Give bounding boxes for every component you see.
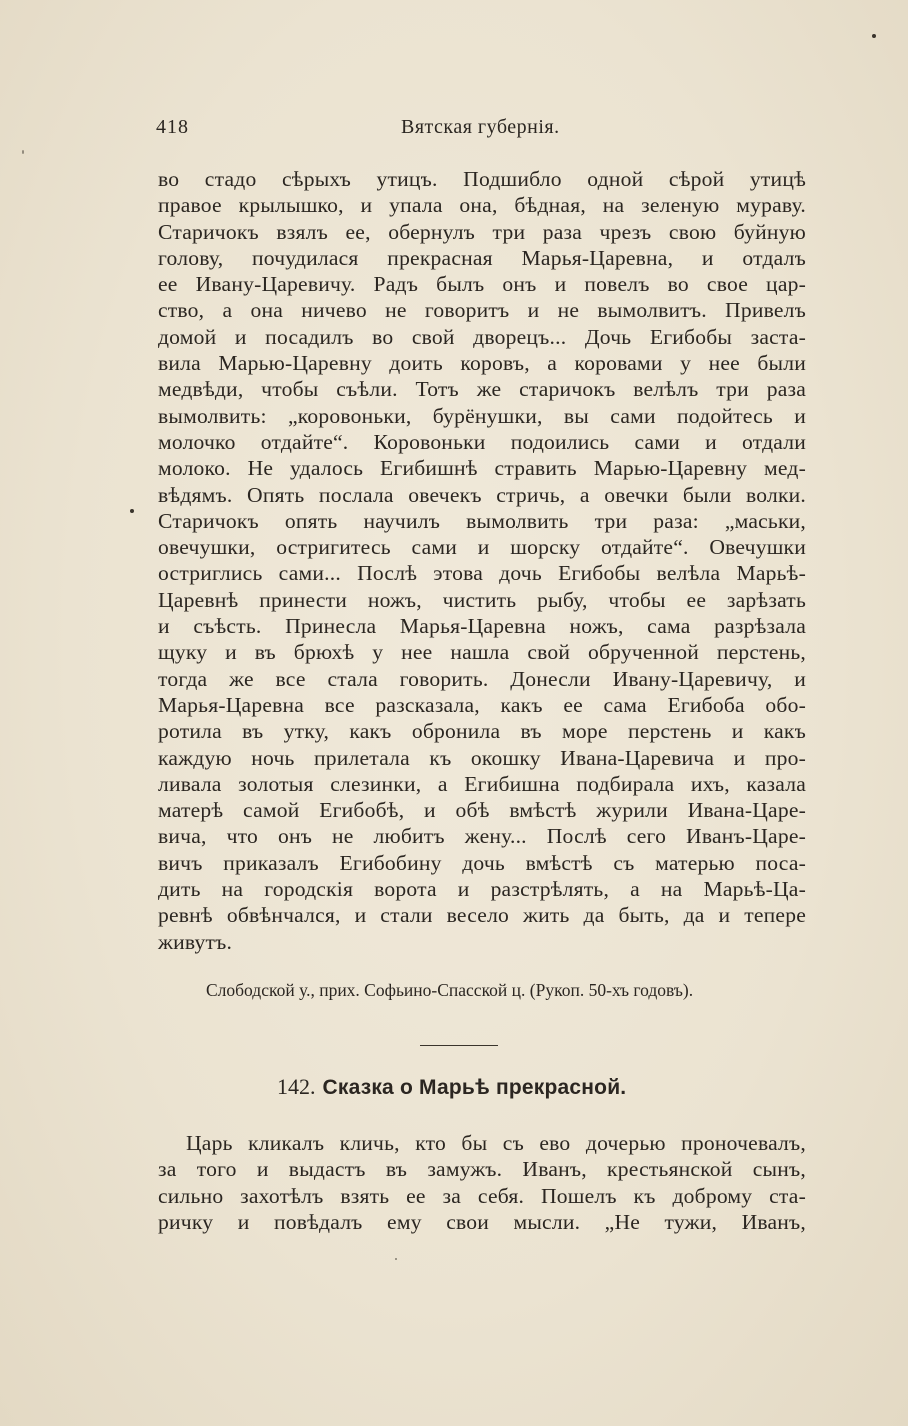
text-line: вымолвить: „коровоньки, бурёнушки, вы сами подойтесь и xyxy=(158,403,806,428)
running-head: Вятская губернія. xyxy=(401,116,560,138)
text-line: домой и посадилъ во свой дворецъ... Дочь Егибобы заста- xyxy=(158,324,806,349)
text-line: матерѣ самой Егибобѣ, и обѣ вмѣстѣ журили Ивана-Царе- xyxy=(158,798,806,823)
text-line: каждую ночь прилетала къ окошку Ивана-Царевича и про- xyxy=(158,745,806,770)
page-header xyxy=(156,116,806,140)
text-line: медвѣди, чтобы съѣли. Тотъ же старичокъ велѣлъ три раза xyxy=(158,377,806,402)
text-line: Царь кликалъ кличь, кто бы съ ево дочерью проночевалъ, xyxy=(186,1131,806,1155)
text-line: за того и выдастъ въ замужъ. Иванъ, крестьянской сынъ, xyxy=(158,1157,806,1182)
text-line: сильно захотѣлъ взять ее за себя. Пошелъ къ доброму ста- xyxy=(158,1183,806,1208)
ink-speck xyxy=(872,34,876,38)
text-line: и съѣсть. Принесла Марья-Царевна ножъ, сама разрѣзала xyxy=(158,614,806,639)
section-heading xyxy=(277,1074,626,1100)
text-line: щуку и въ брюхѣ у нее нашла свой обрученной перстень, xyxy=(158,640,806,665)
section-title: Сказка о Марьѣ прекрасной. xyxy=(322,1076,627,1099)
text-line: остриглись сами... Послѣ этова дочь Егибобы велѣла Марьѣ- xyxy=(158,561,806,586)
text-line: живутъ. xyxy=(158,929,233,954)
source-note: Слободской у., прих. Софьино-Спасской ц. (Рукоп. 50-хъ годовъ). xyxy=(206,980,694,1000)
section-divider xyxy=(420,1045,498,1046)
text-line: молочко отдайте“. Коровоньки подоились сами и отдали xyxy=(158,429,806,454)
text-line: голову, почудилася прекрасная Марья-Царевна, и отдалъ xyxy=(158,245,806,270)
story-text-continued xyxy=(158,166,806,955)
text-line: тогда же все стала говорить. Донесли Ивану-Царевичу, и xyxy=(158,666,806,691)
text-line: ревнѣ обвѣнчался, и стали весело жить да быть, да и тепере xyxy=(158,903,806,928)
story-text-new xyxy=(158,1130,806,1235)
text-line: ротила въ утку, какъ обронила въ море перстень и какъ xyxy=(158,719,806,744)
text-line: молоко. Не удалось Егибишнѣ стравить Марью-Царевну мед- xyxy=(158,456,806,481)
page-number: 418 xyxy=(156,116,189,138)
text-line: вича, что онъ не любитъ жену... Послѣ сего Иванъ-Царе- xyxy=(158,824,806,849)
ink-speck xyxy=(395,1258,397,1260)
text-line: вичъ приказалъ Егибобину дочь вмѣстѣ съ матерью поса- xyxy=(158,850,806,875)
text-line: правое крылышко, и упала она, бѣдная, на зеленую мураву. xyxy=(158,193,806,218)
section-number: 142. xyxy=(277,1074,316,1099)
text-line: ричку и повѣдалъ ему свои мысли. „Не тужи, Иванъ, xyxy=(158,1209,806,1234)
text-line: во стадо сѣрыхъ утицъ. Подшибло одной сѣрой утицѣ xyxy=(158,167,806,191)
text-line: Марья-Царевна все разсказала, какъ ее сама Егибоба обо- xyxy=(158,692,806,717)
text-line: вила Марью-Царевну доить коровъ, а коровами у нее были xyxy=(158,351,806,376)
text-line: Старичокъ опять научилъ вымолвить три раза: „маськи, xyxy=(158,508,806,533)
text-line: Старичокъ взялъ ее, обернулъ три раза чрезъ свою буйную xyxy=(158,219,806,244)
text-line: ливала золотыя слезинки, а Егибишна подбирала ихъ, казала xyxy=(158,771,806,796)
text-line: ство, а она ничево не говоритъ и не вымолвитъ. Привелъ xyxy=(158,298,806,323)
text-line: дить на городскія ворота и разстрѣлять, а на Марьѣ-Ца- xyxy=(158,877,806,902)
text-line: вѣдямъ. Опять послала овечекъ стричь, а овечки были волки. xyxy=(158,482,806,507)
ink-speck xyxy=(22,150,24,154)
text-line: ее Ивану-Царевичу. Радъ былъ онъ и повелъ во свое цар- xyxy=(158,272,806,297)
text-line: Царевнѣ принести ножъ, чистить рыбу, чтобы ее зарѣзать xyxy=(158,587,806,612)
ink-speck xyxy=(130,509,134,513)
text-line: овечушки, остригитесь сами и шорску отдайте“. Овечушки xyxy=(158,535,806,560)
